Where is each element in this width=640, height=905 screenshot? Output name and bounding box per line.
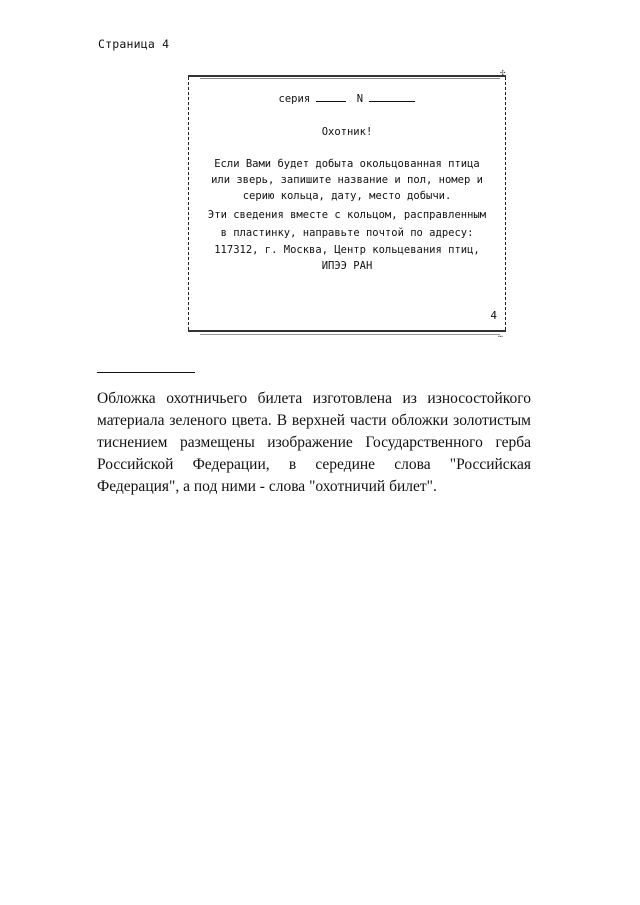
card-greeting: Охотник!: [321, 126, 373, 138]
number-blank: [369, 91, 415, 102]
card-page-number: 4: [490, 309, 497, 322]
card-content: [189, 77, 505, 330]
series-line: [193, 91, 501, 106]
card-bottom-border: [188, 330, 506, 332]
number-label: N: [356, 93, 364, 105]
card-bottom-mark: …: [498, 330, 503, 339]
card-corner-mark: ✣: [500, 68, 506, 78]
ring-notice-card: [188, 77, 506, 330]
card-text-line: Эти сведения вместе с кольцом, расправленным: [207, 209, 487, 221]
series-blank: [316, 91, 346, 102]
card-text-line: 117312, г. Москва, Центр кольцевания птиц,: [214, 244, 480, 256]
card-text-line: ИПЭЭ РАН: [321, 260, 373, 272]
card-bottom-border-inner: [200, 334, 500, 335]
card-text-line: Если Вами будет добыта окольцованная птица: [214, 158, 480, 170]
card-text-line: или зверь, запишите название и пол, номер и: [211, 174, 483, 186]
series-label: серия: [278, 93, 311, 105]
card-text-line: в пластинку, направьте почтой по адресу:: [220, 227, 474, 239]
page-header: Страница 4: [98, 37, 170, 51]
footnote-separator: [97, 372, 195, 373]
card-text-line: серию кольца, дату, место добычи.: [242, 190, 452, 202]
footnote-text: Обложка охотничьего билета изготовлена из износостойкого материала зеленого цвета. В верхней части обложки золотистым тиснением размещены изображение Государственного герба Российской Федерации, в середине слова "Российская Федерация", а под ними - слова "охотничий билет".: [97, 390, 531, 495]
